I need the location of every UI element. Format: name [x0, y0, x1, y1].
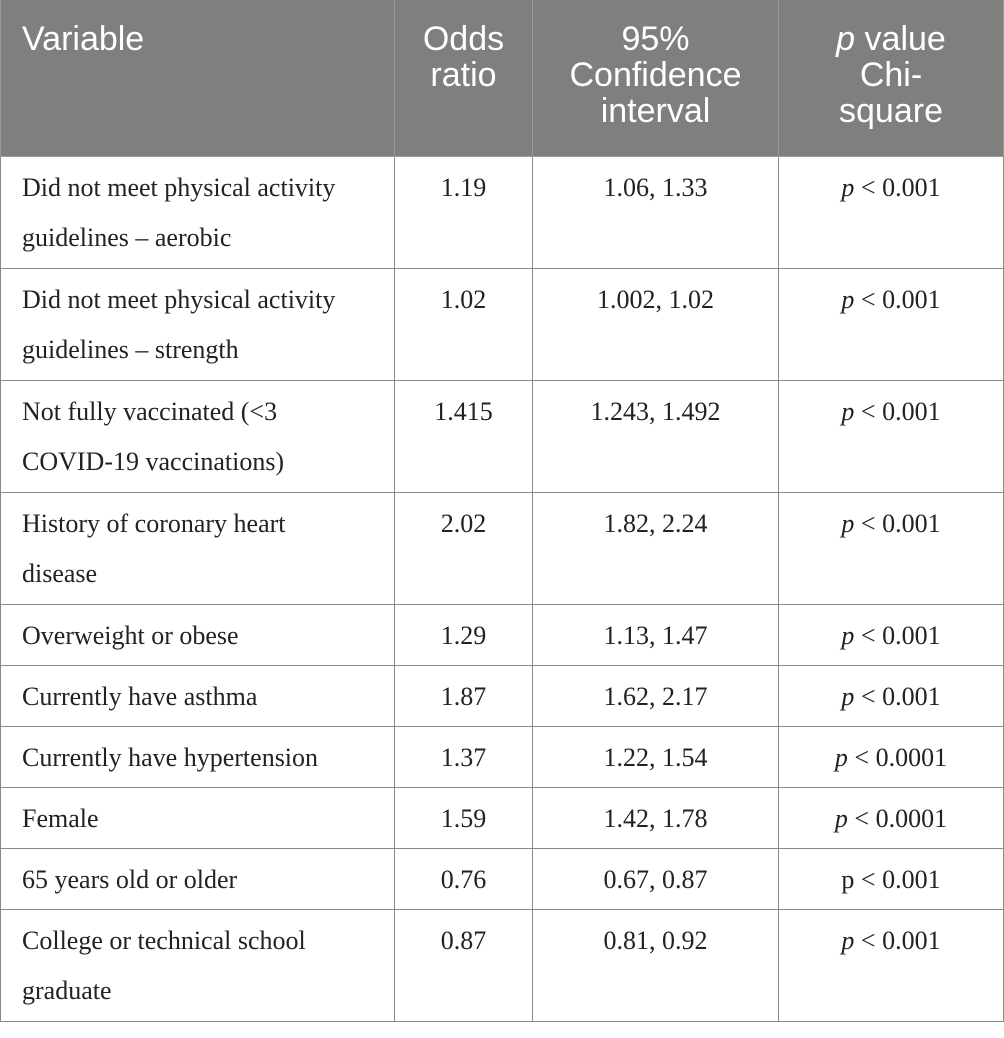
cell-p-value [779, 787, 1004, 848]
cell-odds-ratio: 1.59 [395, 787, 533, 848]
header-ci-line1: 95% [621, 20, 690, 58]
p-symbol: p [841, 925, 855, 955]
cell-variable: 65 years old or older [1, 848, 395, 909]
p-symbol: p [841, 620, 855, 650]
cell-p-value [779, 492, 1004, 604]
table-row [1, 268, 1004, 380]
header-ci-line2: Confidence [569, 56, 742, 94]
p-threshold: < 0.0001 [847, 803, 948, 833]
cell-odds-ratio: 1.37 [395, 726, 533, 787]
table-body [1, 156, 1004, 1021]
p-threshold: < 0.001 [854, 620, 941, 650]
variable-line1: History of coronary heart [22, 508, 286, 538]
cell-odds-ratio: 1.29 [395, 604, 533, 665]
header-variable-label: Variable [22, 20, 145, 58]
table-row [1, 726, 1004, 787]
variable-line1: Not fully vaccinated (<3 [22, 396, 278, 426]
table-header [1, 0, 1004, 156]
cell-variable [1, 492, 395, 604]
cell-odds-ratio: 0.76 [395, 848, 533, 909]
table-row [1, 787, 1004, 848]
variable-line1: College or technical school [22, 925, 306, 955]
cell-confidence-interval: 0.81, 0.92 [533, 909, 779, 1021]
cell-p-value [779, 380, 1004, 492]
p-threshold: < 0.001 [854, 681, 941, 711]
table-row [1, 909, 1004, 1021]
variable-line2: graduate [22, 975, 112, 1005]
p-threshold: < 0.001 [854, 508, 941, 538]
header-p-line3: square [839, 92, 943, 130]
cell-variable [1, 380, 395, 492]
variable-line1: Did not meet physical activity [22, 172, 336, 202]
header-variable [1, 0, 395, 156]
p-symbol: p [841, 864, 855, 894]
p-threshold: < 0.001 [854, 864, 941, 894]
header-p-line2: Chi- [859, 56, 923, 94]
cell-p-value [779, 604, 1004, 665]
variable-line1: Did not meet physical activity [22, 284, 336, 314]
cell-confidence-interval: 1.06, 1.33 [533, 156, 779, 268]
header-odds-ratio [395, 0, 533, 156]
cell-p-value [779, 268, 1004, 380]
cell-confidence-interval: 1.002, 1.02 [533, 268, 779, 380]
p-threshold: < 0.0001 [847, 742, 948, 772]
cell-odds-ratio: 0.87 [395, 909, 533, 1021]
header-row [1, 0, 1004, 156]
p-symbol: p [841, 284, 855, 314]
p-symbol: p [834, 742, 848, 772]
header-p-line1: value [855, 20, 946, 58]
cell-confidence-interval: 0.67, 0.87 [533, 848, 779, 909]
header-odds-line1: Odds [422, 20, 505, 58]
cell-p-value [779, 848, 1004, 909]
variable-line2: COVID-19 vaccinations) [22, 446, 285, 476]
cell-odds-ratio: 1.415 [395, 380, 533, 492]
table-row [1, 604, 1004, 665]
cell-p-value [779, 156, 1004, 268]
header-odds-line2: ratio [430, 56, 497, 94]
cell-odds-ratio: 1.02 [395, 268, 533, 380]
cell-confidence-interval: 1.243, 1.492 [533, 380, 779, 492]
cell-variable: Female [1, 787, 395, 848]
table-row [1, 156, 1004, 268]
cell-odds-ratio: 1.19 [395, 156, 533, 268]
variable-line2: guidelines – aerobic [22, 222, 232, 252]
cell-p-value [779, 909, 1004, 1021]
cell-variable: Currently have hypertension [1, 726, 395, 787]
p-threshold: < 0.001 [854, 172, 941, 202]
cell-confidence-interval: 1.13, 1.47 [533, 604, 779, 665]
cell-p-value [779, 665, 1004, 726]
p-threshold: < 0.001 [854, 396, 941, 426]
table-row [1, 380, 1004, 492]
cell-variable: Overweight or obese [1, 604, 395, 665]
p-threshold: < 0.001 [854, 925, 941, 955]
p-symbol: p [834, 803, 848, 833]
header-p-symbol: p [836, 20, 856, 58]
cell-p-value [779, 726, 1004, 787]
cell-confidence-interval: 1.22, 1.54 [533, 726, 779, 787]
variable-line2: disease [22, 558, 98, 588]
cell-confidence-interval: 1.82, 2.24 [533, 492, 779, 604]
cell-confidence-interval: 1.62, 2.17 [533, 665, 779, 726]
p-symbol: p [841, 396, 855, 426]
table-row [1, 492, 1004, 604]
cell-variable [1, 156, 395, 268]
header-confidence-interval [533, 0, 779, 156]
cell-variable: Currently have asthma [1, 665, 395, 726]
cell-odds-ratio: 1.87 [395, 665, 533, 726]
header-ci-line3: interval [600, 92, 711, 130]
cell-odds-ratio: 2.02 [395, 492, 533, 604]
cell-variable [1, 268, 395, 380]
p-symbol: p [841, 508, 855, 538]
p-threshold: < 0.001 [854, 284, 941, 314]
p-symbol: p [841, 172, 855, 202]
p-symbol: p [841, 681, 855, 711]
header-p-value [779, 0, 1004, 156]
variable-line2: guidelines – strength [22, 334, 239, 364]
cell-variable [1, 909, 395, 1021]
cell-confidence-interval: 1.42, 1.78 [533, 787, 779, 848]
table-row [1, 665, 1004, 726]
table-row [1, 848, 1004, 909]
